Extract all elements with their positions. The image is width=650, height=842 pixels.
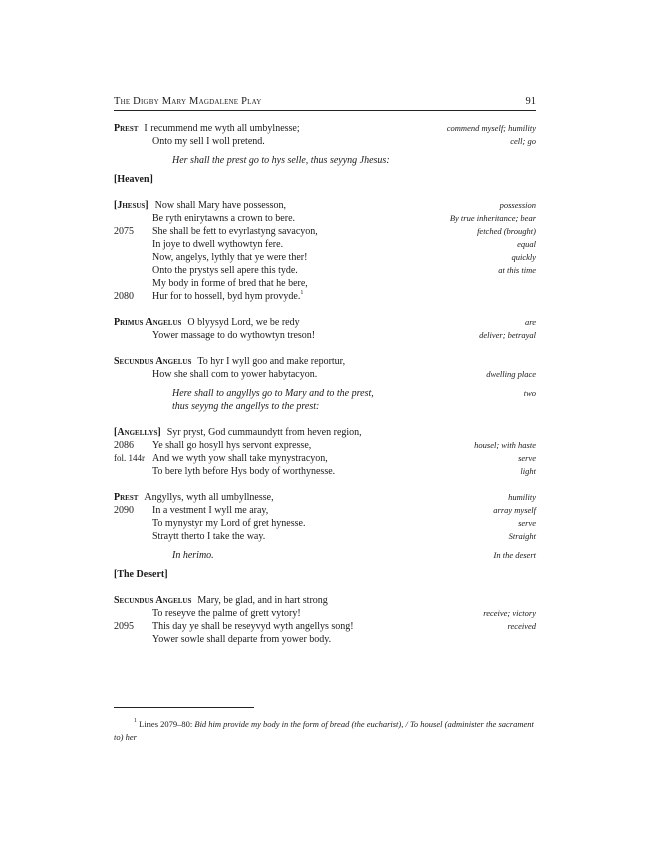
verse-text: Yower sowle shall departe from yower body. (152, 634, 332, 645)
margin-gloss: dwelling place (486, 369, 536, 379)
verse-text: To hyr I wyll goo and make reportur, (197, 356, 346, 367)
verse-text: Angyllys, wyth all umbyllnesse, (144, 492, 274, 503)
margin-gloss: commend myself; humility (446, 123, 536, 133)
speaker-name: Primus Angelus (114, 317, 182, 328)
verse-line (114, 199, 536, 212)
line-number: 2075 (114, 226, 134, 237)
verse-line (114, 122, 536, 135)
speaker-name: Secundus Angelus (114, 356, 192, 367)
folio-reference: fol. 144r (114, 453, 145, 463)
margin-gloss: serve (518, 518, 536, 528)
margin-gloss: housel; with haste (474, 440, 536, 450)
verse-text: Onto my sell I woll pretend. (152, 136, 265, 147)
verse-line (114, 465, 536, 478)
margin-gloss: possession (499, 200, 536, 210)
verse-line (114, 517, 536, 530)
margin-gloss: received (507, 621, 536, 631)
location-text: [The Desert] (114, 569, 168, 580)
margin-gloss: light (520, 466, 536, 476)
margin-gloss: deliver; betrayal (479, 330, 536, 340)
footnote (114, 718, 536, 744)
line-number: 2086 (114, 440, 134, 451)
margin-gloss: receive; victory (483, 608, 536, 618)
verse-text: To bere lyth before Hys body of worthynesse. (152, 466, 336, 477)
verse-text: And we wyth yow shall take mynystracyon, (152, 453, 328, 464)
margin-gloss: humility (508, 492, 536, 502)
verse-text: In joye to dwell wythowtyn fere. (152, 239, 284, 250)
margin-gloss: cell; go (510, 136, 536, 146)
margin-gloss: By true inheritance; bear (449, 213, 536, 223)
margin-gloss: quickly (511, 252, 536, 262)
verse-line (114, 620, 536, 633)
verse-line (114, 504, 536, 517)
location-heading (114, 568, 536, 581)
margin-gloss: serve (518, 453, 536, 463)
verse-text: In a vestment I wyll me aray, (152, 505, 269, 516)
verse-line (114, 426, 536, 439)
line-number: 2095 (114, 621, 134, 632)
margin-gloss: at this time (498, 265, 536, 275)
location-heading (114, 173, 536, 186)
margin-gloss: In the desert (493, 550, 536, 560)
verse-line (114, 135, 536, 148)
stage-direction-text: Her shall the prest go to hys selle, thus seyyng Jhesus: (172, 155, 390, 166)
verse-line (114, 329, 536, 342)
stage-direction (114, 387, 536, 400)
verse-text: Now shall Mary have possesson, (154, 200, 286, 211)
verse-line (114, 251, 536, 264)
verse-line (114, 264, 536, 277)
verse-text: My body in forme of bred that he bere, (152, 278, 308, 289)
footnote-prefix: Lines 2079–80: (139, 719, 193, 729)
verse-text: O blyysyd Lord, we be redy (187, 317, 300, 328)
stage-direction (114, 549, 536, 562)
verse-text: Onto the prystys sell apere this tyde. (152, 265, 298, 276)
verse-text: To reseyve the palme of grett vytory! (152, 608, 301, 619)
play-text (114, 122, 536, 646)
verse-text: Be ryth enirytawns a crown to bere. (152, 213, 296, 224)
stage-direction-text: thus seyyng the angellys to the prest: (172, 401, 320, 412)
line-number: 2090 (114, 505, 134, 516)
verse-line (114, 238, 536, 251)
verse-text: Syr pryst, God cummaundytt from heven region, (166, 427, 362, 438)
margin-gloss: fetched (brought) (477, 226, 536, 236)
verse-line (114, 355, 536, 368)
verse-text: Straytt therto I take the way. (152, 531, 266, 542)
verse-line (114, 452, 536, 465)
speaker-name: Secundus Angelus (114, 595, 192, 606)
page-number: 91 (525, 96, 536, 107)
stage-direction (114, 154, 536, 167)
verse-text: Ye shall go hosyll hys servont expresse, (152, 440, 312, 451)
verse-text: Hur for to hossell, byd hym provyde. (152, 291, 301, 302)
line-number: 2080 (114, 291, 134, 302)
speaker-name: Prest (114, 492, 139, 503)
speaker-name: Prest (114, 123, 139, 134)
margin-gloss: equal (517, 239, 536, 249)
verse-line (114, 212, 536, 225)
verse-text: Mary, be glad, and in hart strong (197, 595, 328, 606)
verse-line (114, 439, 536, 452)
verse-line (114, 277, 536, 290)
verse-line (114, 225, 536, 238)
verse-line (114, 530, 536, 543)
footnote-rule (114, 707, 254, 708)
margin-gloss: array myself (493, 505, 536, 515)
verse-text: How she shall com to yower habytacyon. (152, 369, 318, 380)
verse-text: This day ye shall be reseyvyd wyth angellys song! (152, 621, 354, 632)
verse-line (114, 607, 536, 620)
footnote-gloss: Bid him provide my body in the form of bread (the eucharist), / To housel (administer the sacrament to) her (114, 719, 534, 742)
verse-text: To mynystyr my Lord of gret hynesse. (152, 518, 306, 529)
verse-line (114, 368, 536, 381)
stage-direction-text: Here shall to angyllys go to Mary and to the prest, (172, 388, 374, 399)
verse-line (114, 594, 536, 607)
verse-line (114, 290, 536, 303)
verse-line (114, 633, 536, 646)
verse-line (114, 491, 536, 504)
verse-text: She shall be fett to evyrlastyng savacyon, (152, 226, 318, 237)
verse-text: Yower massage to do wythowtyn treson! (152, 330, 316, 341)
footnote-mark: 1 (134, 718, 137, 724)
location-text: [Heaven] (114, 174, 153, 185)
speaker-name: [Angellys] (114, 427, 161, 438)
margin-gloss: are (524, 317, 536, 327)
stage-direction-text: In herimo. (172, 550, 214, 561)
verse-line (114, 316, 536, 329)
margin-gloss: two (523, 388, 536, 398)
footnote-marker[interactable]: 1 (300, 290, 304, 296)
stage-direction (114, 400, 536, 413)
speaker-name: [Jhesus] (114, 200, 149, 211)
running-header (114, 94, 536, 111)
verse-text: Now, angelys, lythly that ye were ther! (152, 252, 308, 263)
running-title: The Digby Mary Magdalene Play (114, 96, 262, 107)
margin-gloss: Straight (508, 531, 536, 541)
verse-text: I recummend me wyth all umbylnesse; (144, 123, 300, 134)
